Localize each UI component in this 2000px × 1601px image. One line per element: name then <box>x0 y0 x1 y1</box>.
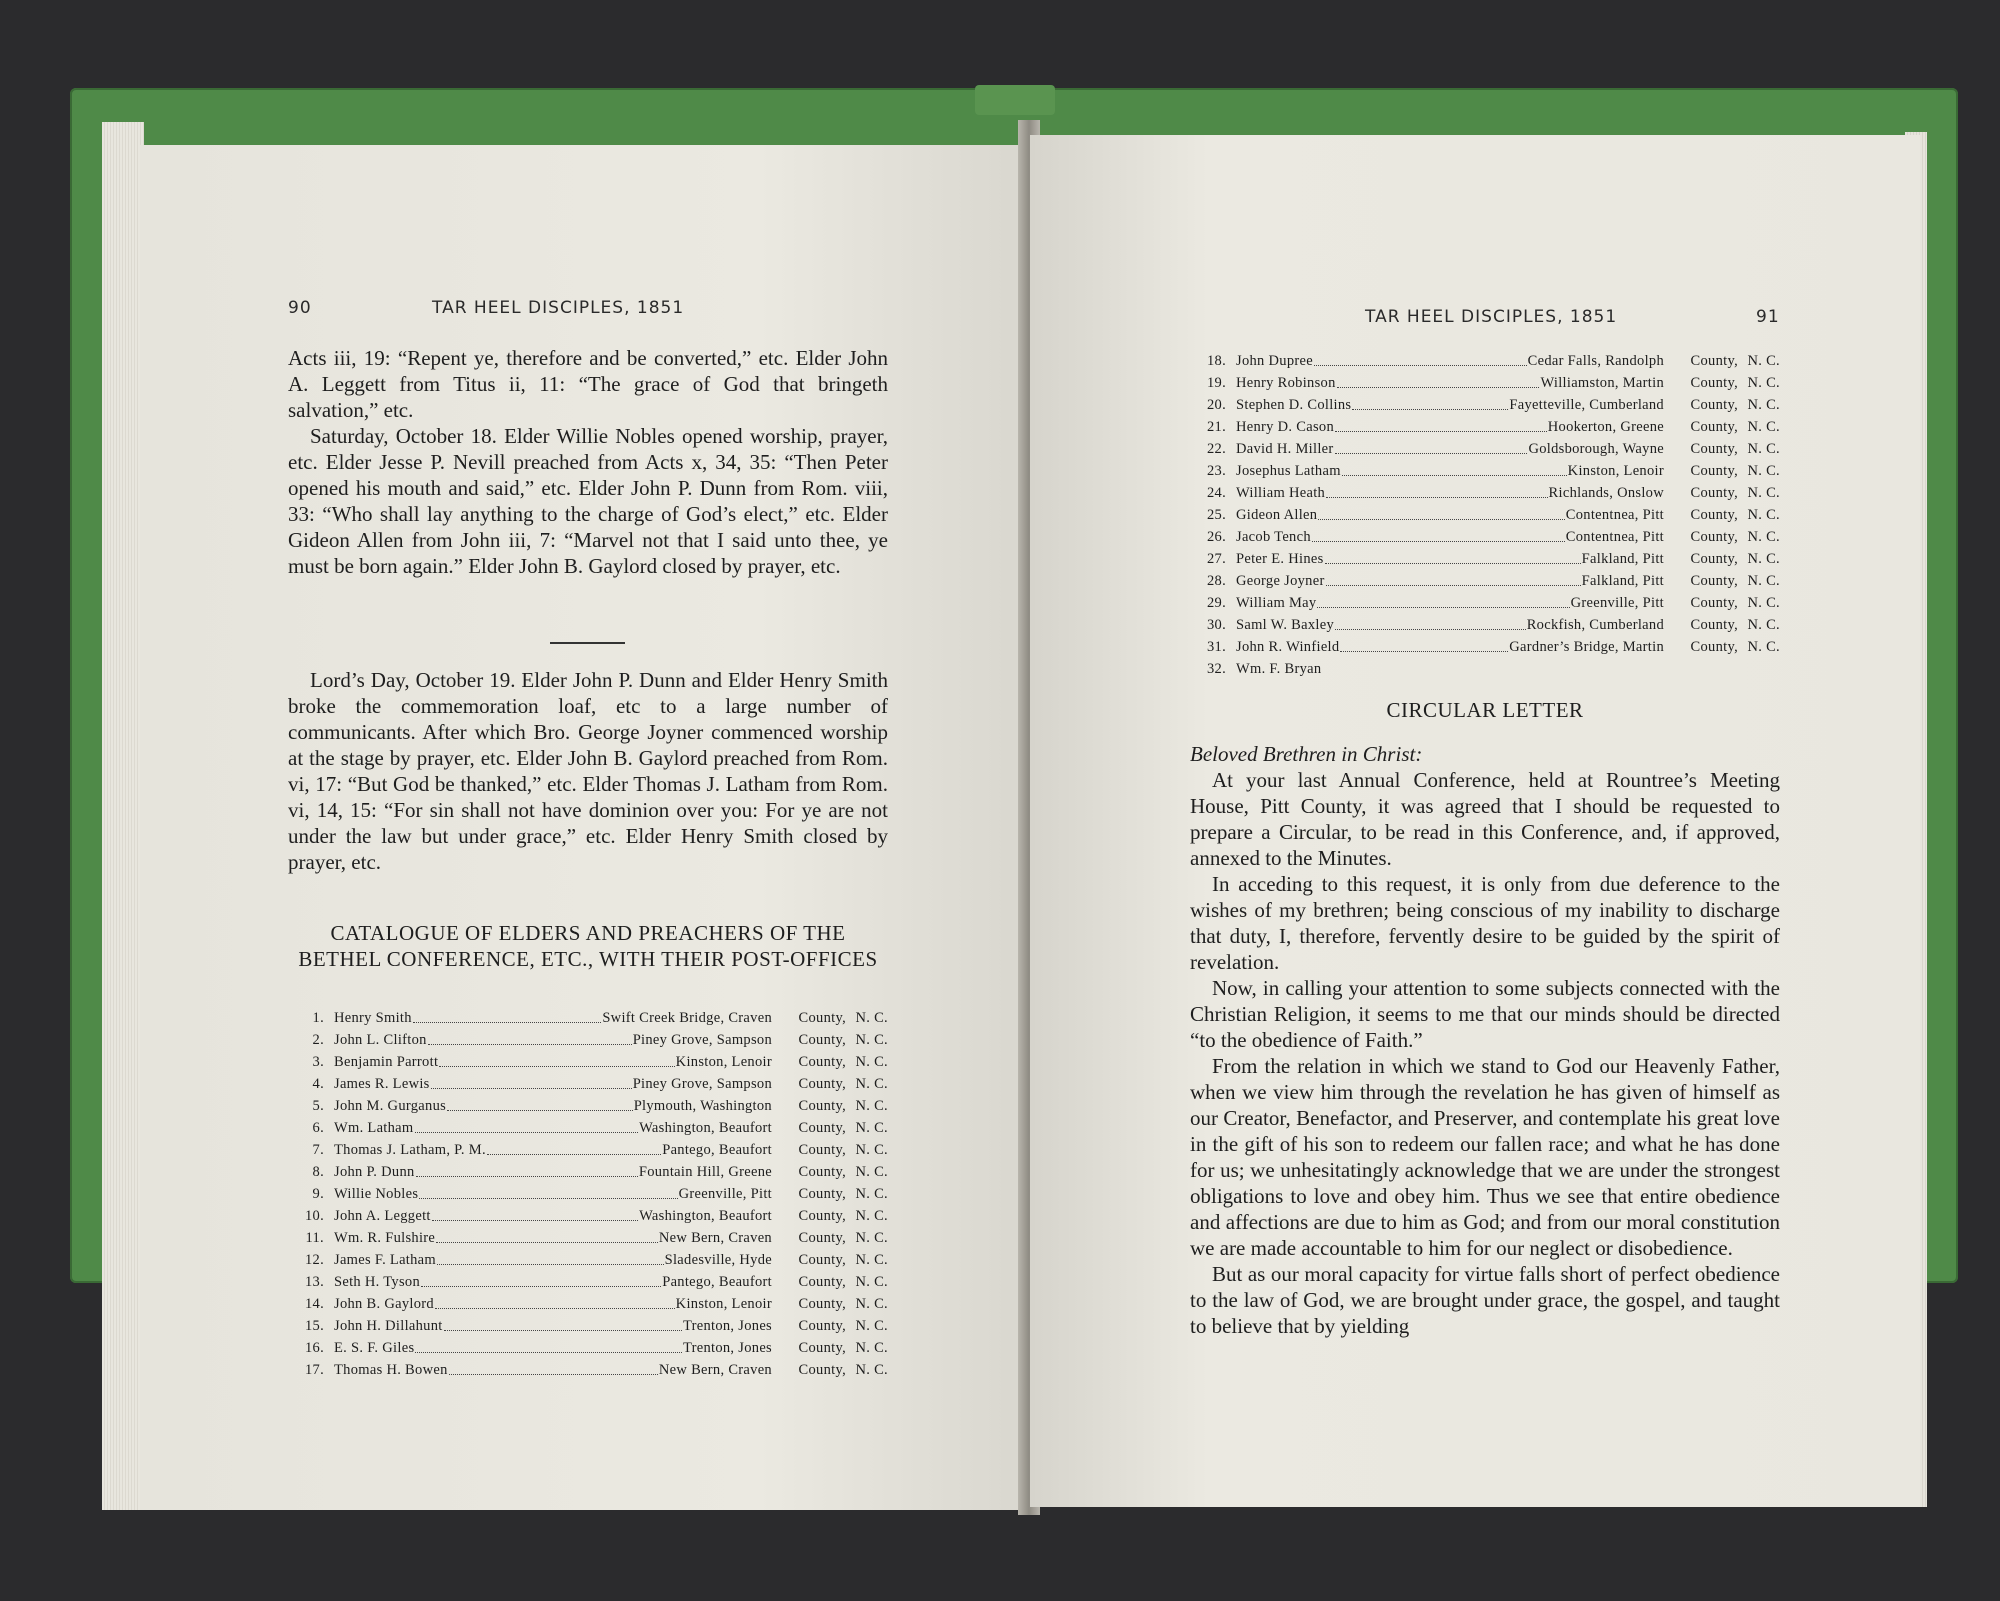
elder-entry <box>1190 570 1780 592</box>
leader-dots <box>1352 394 1508 410</box>
county-label: County, <box>798 1186 846 1202</box>
county-label: County, <box>798 1054 846 1070</box>
county-label: County, <box>1690 595 1738 611</box>
state-label: N. C. <box>1747 441 1780 457</box>
left-page-number: 90 <box>288 298 312 318</box>
elders-list-right <box>1190 350 1780 680</box>
state-label: N. C. <box>1747 595 1780 611</box>
state-label: N. C. <box>855 1010 888 1026</box>
state-label: N. C. <box>855 1318 888 1334</box>
paragraph: But as our moral capacity for virtue falls short of perfect obedience to the law of God, we are brought under grace, the gospel, and taught to believe that by yielding <box>1190 1262 1780 1338</box>
elder-name: David H. Miller <box>1236 441 1334 457</box>
entry-number: 32. <box>1206 661 1226 677</box>
state-label: N. C. <box>855 1230 888 1246</box>
entry-number: 30. <box>1206 617 1226 633</box>
elder-entry <box>1190 658 1780 680</box>
county-label: County, <box>1690 551 1738 567</box>
paragraph: From the relation in which we stand to God our Heavenly Father, when we view him through the revelation he has given of himself as our Creator, Benefactor, and Preserver, and contemplate his great love in the gift of his son to redeem our fallen race; and what he has done for us; we unhesitatingly acknowledge that we are under the strongest obligations to love and obey him. Thus we see that entire obedience and affections are due to him as God; and from our moral constitution we are made accountable to him for our neglect or disobedience. <box>1190 1054 1780 1260</box>
county-label <box>1664 658 1738 680</box>
leader-dots <box>436 1227 658 1243</box>
post-office: Plymouth, Washington <box>633 1098 772 1114</box>
leader-dots <box>415 1117 639 1133</box>
state-label: N. C. <box>1747 463 1780 479</box>
county-label: County, <box>1690 617 1738 633</box>
elder-entry <box>288 1161 888 1183</box>
county-label: County, <box>798 1296 846 1312</box>
elder-entry <box>1190 394 1780 416</box>
county-label: County, <box>798 1010 846 1026</box>
county-label: County, <box>1690 397 1738 413</box>
entry-number: 12. <box>304 1252 324 1268</box>
elder-entry <box>288 1271 888 1293</box>
left-body-text-bottom <box>288 667 888 875</box>
state-label: N. C. <box>855 1098 888 1114</box>
post-office: Goldsborough, Wayne <box>1528 441 1664 457</box>
leader-dots <box>444 1315 682 1331</box>
leader-dots <box>1314 350 1527 366</box>
entry-number: 7. <box>312 1142 324 1158</box>
entry-number: 20. <box>1206 397 1226 413</box>
elder-entry <box>288 1139 888 1161</box>
elder-entry <box>288 1073 888 1095</box>
leader-dots <box>1337 372 1540 388</box>
county-label: County, <box>798 1208 846 1224</box>
county-label: County, <box>1690 529 1738 545</box>
elder-entry <box>288 1227 888 1249</box>
leader-dots <box>449 1359 658 1375</box>
leader-dots <box>415 1337 682 1353</box>
entry-number: 19. <box>1206 375 1226 391</box>
entry-number: 2. <box>312 1032 324 1048</box>
elder-name: Benjamin Parrott <box>334 1054 439 1070</box>
elder-entry <box>288 1359 888 1381</box>
elder-name: Seth H. Tyson <box>334 1274 421 1290</box>
state-label: N. C. <box>1747 353 1780 369</box>
entry-number: 24. <box>1206 485 1226 501</box>
elder-entry <box>288 1293 888 1315</box>
elder-name: John R. Winfield <box>1236 639 1340 655</box>
state-label: N. C. <box>855 1296 888 1312</box>
elder-entry <box>1190 460 1780 482</box>
leader-dots <box>413 1007 602 1023</box>
elder-name: Josephus Latham <box>1236 463 1341 479</box>
elder-name: James R. Lewis <box>334 1076 430 1092</box>
leader-dots <box>421 1271 661 1287</box>
post-office: Washington, Beaufort <box>639 1208 772 1224</box>
entry-number: 23. <box>1206 463 1226 479</box>
elder-entry <box>288 1117 888 1139</box>
elder-name: John L. Clifton <box>334 1032 427 1048</box>
leader-dots <box>435 1293 675 1309</box>
elder-entry <box>1190 350 1780 372</box>
entry-number: 16. <box>304 1340 324 1356</box>
post-office: Cedar Falls, Randolph <box>1527 353 1664 369</box>
state-label: N. C. <box>1747 551 1780 567</box>
post-office: Swift Creek Bridge, Craven <box>602 1010 772 1026</box>
elder-name: John Dupree <box>1236 353 1313 369</box>
entry-number: 21. <box>1206 419 1226 435</box>
elder-name: John H. Dillahunt <box>334 1318 443 1334</box>
county-label: County, <box>798 1318 846 1334</box>
post-office: New Bern, Craven <box>658 1230 772 1246</box>
right-page-number: 91 <box>1756 307 1780 327</box>
post-office: Kinston, Lenoir <box>675 1054 772 1070</box>
county-label: County, <box>798 1362 846 1378</box>
entry-number: 29. <box>1206 595 1226 611</box>
elder-name: William May <box>1236 595 1317 611</box>
county-label: County, <box>798 1164 846 1180</box>
post-office: New Bern, Craven <box>658 1362 772 1378</box>
entry-number: 27. <box>1206 551 1226 567</box>
book-spine <box>975 85 1055 115</box>
elder-name: Stephen D. Collins <box>1236 397 1352 413</box>
paragraph: Acts iii, 19: “Repent ye, therefore and be converted,” etc. Elder John A. Leggett from Titus ii, 11: “The grace of God that bringeth salvation,” etc. <box>288 346 888 422</box>
county-label: County, <box>1690 419 1738 435</box>
leader-dots <box>1340 636 1508 652</box>
elder-entry <box>288 1183 888 1205</box>
leader-dots <box>1317 592 1569 608</box>
county-label: County, <box>1690 573 1738 589</box>
elder-entry <box>1190 438 1780 460</box>
paragraph: In acceding to this request, it is only from due deference to the wishes of my brethren; being conscious of my inability to discharge that duty, I, therefore, fervently desire to be guided by the spirit of revelation. <box>1190 872 1780 974</box>
county-label: County, <box>1690 441 1738 457</box>
elder-entry <box>288 1051 888 1073</box>
post-office: Williamston, Martin <box>1540 375 1664 391</box>
elder-name: Henry Robinson <box>1236 375 1336 391</box>
paragraph: Now, in calling your attention to some subjects connected with the Christian Religion, it seems to me that our minds should be directed “to the obedience of Faith.” <box>1190 976 1780 1052</box>
post-office: Fountain Hill, Greene <box>638 1164 772 1180</box>
page-edges-left <box>102 122 144 1510</box>
entry-number: 4. <box>312 1076 324 1092</box>
state-label: N. C. <box>855 1340 888 1356</box>
leader-dots <box>1322 658 1663 674</box>
entry-number: 28. <box>1206 573 1226 589</box>
leader-dots <box>1335 614 1526 630</box>
state-label: N. C. <box>855 1186 888 1202</box>
post-office: Richlands, Onslow <box>1548 485 1664 501</box>
county-label: County, <box>798 1230 846 1246</box>
post-office: Rockfish, Cumberland <box>1526 617 1664 633</box>
county-label: County, <box>798 1098 846 1114</box>
state-label: N. C. <box>1747 375 1780 391</box>
leader-dots <box>1342 460 1567 476</box>
elder-name: John M. Gurganus <box>334 1098 447 1114</box>
right-body-text <box>1190 741 1780 1339</box>
county-label: County, <box>1690 507 1738 523</box>
state-label: N. C. <box>1747 573 1780 589</box>
elder-name: James F. Latham <box>334 1252 436 1268</box>
elder-entry <box>288 1007 888 1029</box>
county-label: County, <box>798 1032 846 1048</box>
entry-number: 25. <box>1206 507 1226 523</box>
state-label: N. C. <box>1747 529 1780 545</box>
leader-dots <box>428 1029 632 1045</box>
post-office: Falkland, Pitt <box>1581 573 1664 589</box>
elder-name: Willie Nobles <box>334 1186 419 1202</box>
leader-dots <box>416 1161 638 1177</box>
county-label: County, <box>1690 463 1738 479</box>
county-label: County, <box>1690 375 1738 391</box>
entry-number: 31. <box>1206 639 1226 655</box>
state-label: N. C. <box>1747 419 1780 435</box>
elder-name: Jacob Tench <box>1236 529 1311 545</box>
elder-name: Henry D. Cason <box>1236 419 1335 435</box>
elder-name: Saml W. Baxley <box>1236 617 1335 633</box>
leader-dots <box>432 1205 638 1221</box>
post-office: Contentnea, Pitt <box>1565 529 1664 545</box>
post-office: Piney Grove, Sampson <box>632 1076 772 1092</box>
entry-number: 14. <box>304 1296 324 1312</box>
leader-dots <box>1318 504 1564 520</box>
post-office: Washington, Beaufort <box>639 1120 772 1136</box>
elder-entry <box>1190 636 1780 658</box>
entry-number: 18. <box>1206 353 1226 369</box>
leader-dots <box>487 1139 661 1155</box>
elder-entry <box>288 1095 888 1117</box>
state-label: N. C. <box>855 1054 888 1070</box>
elder-entry <box>1190 592 1780 614</box>
post-office: Sladesville, Hyde <box>664 1252 772 1268</box>
county-label: County, <box>1690 353 1738 369</box>
leader-dots <box>1326 482 1547 498</box>
county-label: County, <box>1690 639 1738 655</box>
entry-number: 1. <box>312 1010 324 1026</box>
post-office: Falkland, Pitt <box>1581 551 1664 567</box>
leader-dots <box>1312 526 1565 542</box>
county-label: County, <box>798 1274 846 1290</box>
entry-number: 9. <box>312 1186 324 1202</box>
elder-name: Wm. F. Bryan <box>1236 661 1322 677</box>
elder-name: Gideon Allen <box>1236 507 1318 523</box>
county-label: County, <box>798 1076 846 1092</box>
entry-number: 5. <box>312 1098 324 1114</box>
elder-entry <box>1190 416 1780 438</box>
entry-number: 15. <box>304 1318 324 1334</box>
state-label: N. C. <box>855 1362 888 1378</box>
paragraph: At your last Annual Conference, held at Rountree’s Meeting House, Pitt County, it was agreed that I should be requested to prepare a Circular, to be read in this Conference, and, if approved, annexed to the Minutes. <box>1190 768 1780 870</box>
right-page <box>1030 135 1920 1507</box>
state-label: N. C. <box>855 1076 888 1092</box>
state-label: N. C. <box>1747 485 1780 501</box>
left-running-title: TAR HEEL DISCIPLES, 1851 <box>432 298 685 318</box>
post-office: Trenton, Jones <box>682 1340 772 1356</box>
county-label: County, <box>798 1142 846 1158</box>
elder-name: E. S. F. Giles <box>334 1340 415 1356</box>
elder-name: George Joyner <box>1236 573 1325 589</box>
post-office: Pantego, Beaufort <box>662 1142 772 1158</box>
post-office: Trenton, Jones <box>682 1318 772 1334</box>
elder-entry <box>288 1029 888 1051</box>
state-label <box>1738 658 1780 680</box>
leader-dots <box>1326 570 1581 586</box>
state-label: N. C. <box>855 1164 888 1180</box>
elder-name: William Heath <box>1236 485 1326 501</box>
elder-name: Thomas H. Bowen <box>334 1362 448 1378</box>
elder-entry <box>288 1315 888 1337</box>
leader-dots <box>439 1051 674 1067</box>
post-office: Contentnea, Pitt <box>1565 507 1664 523</box>
state-label: N. C. <box>855 1208 888 1224</box>
elder-entry <box>1190 614 1780 636</box>
elder-entry <box>1190 548 1780 570</box>
elder-name: Thomas J. Latham, P. M. <box>334 1142 486 1158</box>
leader-dots <box>437 1249 664 1265</box>
paragraph: Saturday, October 18. Elder Willie Nobles opened worship, prayer, etc. Elder Jesse P. Nevill preached from Acts x, 34, 35: “Then Peter opened his mouth and said,” etc. Elder John P. Dunn from Rom. viii, 33: “Who shall lay anything to the charge of God’s elect,” etc. Elder Gideon Allen from John iii, 7: “Marvel not that I said unto thee, ye must be born again.” Elder John B. Gaylord closed by prayer, etc. <box>288 424 888 578</box>
left-page <box>140 145 1025 1510</box>
elder-name: Peter E. Hines <box>1236 551 1324 567</box>
right-running-title: TAR HEEL DISCIPLES, 1851 <box>1365 307 1618 327</box>
state-label: N. C. <box>1747 507 1780 523</box>
entry-number: 11. <box>305 1230 324 1246</box>
elder-entry <box>288 1205 888 1227</box>
leader-dots <box>1335 416 1547 432</box>
state-label: N. C. <box>855 1120 888 1136</box>
post-office: Kinston, Lenoir <box>1567 463 1664 479</box>
leader-dots <box>431 1073 632 1089</box>
post-office: Greenville, Pitt <box>1570 595 1664 611</box>
state-label: N. C. <box>855 1142 888 1158</box>
county-label: County, <box>798 1340 846 1356</box>
section-divider <box>550 642 625 644</box>
paragraph: Lord’s Day, October 19. Elder John P. Dunn and Elder Henry Smith broke the commemoration loaf, etc to a large number of communicants. After which Bro. George Joyner commenced worship at the stage by prayer, etc. Elder John B. Gaylord preached from Rom. vi, 17: “But God be thanked,” etc. Elder Thomas J. Latham from Rom. vi, 14, 15: “For sin shall not have dominion over you: For ye are not under the law but under grace,” etc. Elder Henry Smith closed by prayer, etc. <box>288 668 888 874</box>
state-label: N. C. <box>1747 617 1780 633</box>
elder-name: John A. Leggett <box>334 1208 431 1224</box>
elder-entry <box>1190 482 1780 504</box>
catalogue-heading: CATALOGUE OF ELDERS AND PREACHERS OF THE BETHEL CONFERENCE, ETC., WITH THEIR POST-OFFICES <box>298 921 878 971</box>
county-label: County, <box>798 1120 846 1136</box>
leader-dots <box>1335 438 1528 454</box>
elder-name: John B. Gaylord <box>334 1296 434 1312</box>
post-office: Kinston, Lenoir <box>675 1296 772 1312</box>
left-body-text-top <box>288 345 888 579</box>
state-label: N. C. <box>855 1252 888 1268</box>
post-office: Piney Grove, Sampson <box>632 1032 772 1048</box>
elder-name: Wm. Latham <box>334 1120 414 1136</box>
elder-name: Henry Smith <box>334 1010 412 1026</box>
state-label: N. C. <box>1747 397 1780 413</box>
state-label: N. C. <box>1747 639 1780 655</box>
elder-entry <box>1190 504 1780 526</box>
leader-dots <box>419 1183 677 1199</box>
post-office: Gardner’s Bridge, Martin <box>1509 639 1664 655</box>
circular-letter-heading: CIRCULAR LETTER <box>1386 698 1584 722</box>
leader-dots <box>447 1095 633 1111</box>
elder-name: Wm. R. Fulshire <box>334 1230 436 1246</box>
entry-number: 8. <box>312 1164 324 1180</box>
salutation: Beloved Brethren in Christ: <box>1190 742 1423 766</box>
elder-entry <box>288 1337 888 1359</box>
entry-number: 3. <box>312 1054 324 1070</box>
entry-number: 22. <box>1206 441 1226 457</box>
post-office: Greenville, Pitt <box>678 1186 772 1202</box>
elder-entry <box>1190 372 1780 394</box>
state-label: N. C. <box>855 1274 888 1290</box>
elder-entry <box>288 1249 888 1271</box>
elder-name: John P. Dunn <box>334 1164 415 1180</box>
entry-number: 17. <box>304 1362 324 1378</box>
entry-number: 13. <box>304 1274 324 1290</box>
entry-number: 10. <box>304 1208 324 1224</box>
post-office: Hookerton, Greene <box>1547 419 1664 435</box>
post-office: Fayetteville, Cumberland <box>1509 397 1664 413</box>
county-label: County, <box>798 1252 846 1268</box>
elder-entry <box>1190 526 1780 548</box>
county-label: County, <box>1690 485 1738 501</box>
entry-number: 6. <box>312 1120 324 1136</box>
entry-number: 26. <box>1206 529 1226 545</box>
post-office: Pantego, Beaufort <box>662 1274 772 1290</box>
elders-list-left <box>288 1007 888 1381</box>
state-label: N. C. <box>855 1032 888 1048</box>
leader-dots <box>1325 548 1581 564</box>
